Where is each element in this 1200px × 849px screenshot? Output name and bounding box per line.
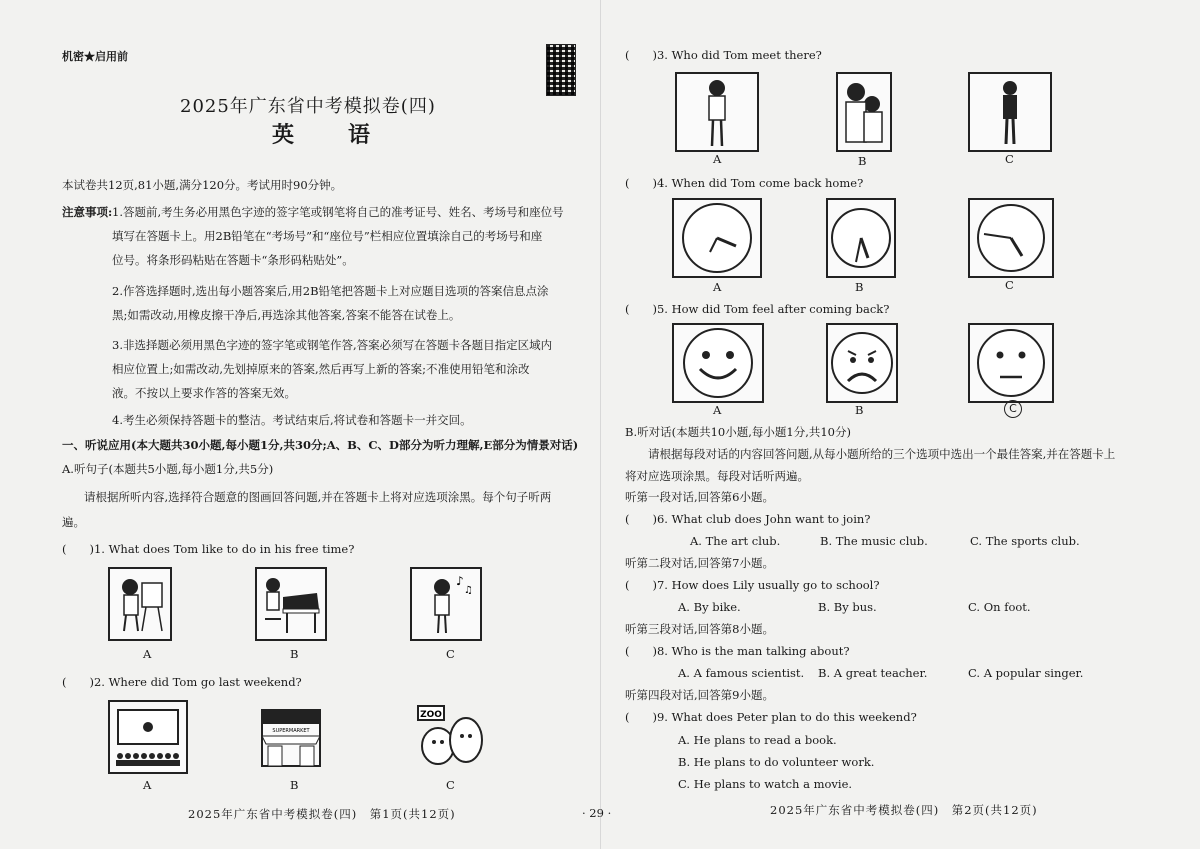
q7-option-b: B. By bus.: [818, 600, 877, 614]
part-a-instruction-2: 遍。: [62, 515, 85, 529]
dialogue-2-label: 听第二段对话,回答第7小题。: [625, 556, 774, 570]
q4-option-b-label: B: [855, 280, 864, 294]
question-2: ( )2. Where did Tom go last weekend?: [62, 675, 302, 689]
q1-option-b-label: B: [290, 647, 299, 661]
question-6: ( )6. What club does John want to join?: [625, 512, 871, 526]
dialogue-4-label: 听第四段对话,回答第9小题。: [625, 688, 774, 702]
piano-icon: [257, 569, 325, 639]
zoo-sign: ZOO: [420, 710, 442, 720]
q1-picture-c-singing: [410, 567, 482, 641]
notes-heading: 注意事项:: [62, 205, 113, 219]
q4-picture-b-clock: [826, 198, 896, 278]
page-divider: [600, 0, 601, 849]
neutral-face-icon: [970, 325, 1052, 401]
note-4: 4.考生必须保持答题卡的整洁。考试结束后,将试卷和答题卡一并交回。: [112, 413, 472, 427]
dialogue-1-label: 听第一段对话,回答第6小题。: [625, 490, 774, 504]
part-b-instruction-2: 将对应选项涂黑。每段对话听两遍。: [625, 469, 809, 483]
q5-circled-answer: C: [1004, 400, 1022, 418]
cinema-icon: [110, 702, 186, 772]
q2-picture-c-zoo: [412, 700, 488, 770]
q3-option-b-label: B: [858, 154, 867, 168]
q3-option-c-label: C: [1005, 152, 1014, 166]
q7-option-c: C. On foot.: [968, 600, 1031, 614]
part-a-instruction-1: 请根据所听内容,选择符合题意的图画回答问题,并在答题卡上将对应选项涂黑。每个句子听两: [84, 490, 552, 504]
q5-option-a-label: A: [713, 403, 722, 417]
svg-text:♪: ♪: [456, 574, 464, 588]
page-number: · 29 ·: [582, 806, 612, 820]
question-9: ( )9. What does Peter plan to do this weekend?: [625, 710, 917, 724]
right-page-footer: 2025年广东省中考模拟卷(四) 第2页(共12页): [770, 803, 1038, 817]
clock-icon: [828, 200, 894, 276]
q6-option-a: A. The art club.: [690, 534, 781, 548]
clock-icon: [674, 200, 760, 276]
note-3-line-2: 相应位置上;如需改动,先划掉原来的答案,然后再写上新的答案;不准使用铅笔和涂改: [112, 362, 530, 376]
painting-boy-icon: [110, 569, 170, 639]
q6-option-b: B. The music club.: [820, 534, 928, 548]
girl-icon: [677, 74, 757, 150]
note-3-line-1: 3.非选择题必须用黑色字迹的签字笔或钢笔作答,答案必须写在答题卡各题目指定区域内: [112, 338, 553, 352]
q2-picture-a-cinema: [108, 700, 188, 774]
q8-option-b: B. A great teacher.: [818, 666, 928, 680]
question-7: ( )7. How does Lily usually go to school?: [625, 578, 880, 592]
q1-picture-b-piano: [255, 567, 327, 641]
q5-option-b-label: B: [855, 403, 864, 417]
part-b-heading: B.听对话(本题共10小题,每小题1分,共10分): [625, 425, 851, 439]
zoo-icon: [412, 700, 488, 770]
svg-text:♫: ♫: [464, 585, 473, 596]
q8-option-c: C. A popular singer.: [968, 666, 1084, 680]
q3-option-a-label: A: [713, 152, 722, 166]
q9-option-a: A. He plans to read a book.: [678, 733, 837, 747]
part-a-heading: A.听句子(本题共5小题,每小题1分,共5分): [62, 462, 274, 476]
note-2-line-2: 黑;如需改动,用橡皮擦干净后,再选涂其他答案,答案不能答在试卷上。: [112, 308, 461, 322]
q2-option-b-label: B: [290, 778, 299, 792]
q5-picture-c-neutral: [968, 323, 1054, 403]
q3-picture-b-couple: [836, 72, 892, 152]
left-page-footer: 2025年广东省中考模拟卷(四) 第1页(共12页): [188, 807, 456, 821]
happy-face-icon: [674, 325, 762, 401]
supermarket-icon: [258, 700, 324, 770]
singing-boy-icon: [412, 569, 480, 639]
q5-picture-b-sad: [826, 323, 898, 403]
note-2-line-1: 2.作答选择题时,选出每小题答案后,用2B铅笔把答题卡上对应题目选项的答案信息点涂: [112, 284, 549, 298]
q1-option-c-label: C: [446, 647, 455, 661]
q3-picture-a-girl: [675, 72, 759, 152]
part-b-instruction-1: 请根据每段对话的内容回答问题,从每小题所给的三个选项中选出一个最佳答案,并在答题卡上: [648, 447, 1116, 461]
sad-face-icon: [828, 325, 896, 401]
question-4: ( )4. When did Tom come back home?: [625, 176, 864, 190]
q4-picture-a-clock: [672, 198, 762, 278]
q4-picture-c-clock: [968, 198, 1054, 278]
clock-icon: [970, 200, 1052, 276]
question-5: ( )5. How did Tom feel after coming back?: [625, 302, 890, 316]
note-1-line-1: 1.答题前,考生务必用黑色字迹的签字笔或钢笔将自己的准考证号、姓名、考场号和座位号: [112, 205, 564, 219]
q1-picture-a-painting: [108, 567, 172, 641]
couple-icon: [838, 74, 890, 150]
q9-option-b: B. He plans to do volunteer work.: [678, 755, 875, 769]
supermarket-sign: SUPERMARKET: [272, 728, 310, 734]
q5-picture-a-happy: [672, 323, 764, 403]
question-1: ( )1. What does Tom like to do in his free time?: [62, 542, 355, 556]
q8-option-a: A. A famous scientist.: [678, 666, 805, 680]
qr-code-icon: [546, 44, 576, 96]
boy-icon: [970, 74, 1050, 150]
q2-option-a-label: A: [143, 778, 152, 792]
section-1-heading: 一、听说应用(本大题共30小题,每小题1分,共30分;A、B、C、D部分为听力理解,E部分为情景对话): [62, 438, 579, 452]
question-8: ( )8. Who is the man talking about?: [625, 644, 850, 658]
subject-title: 英 语: [272, 122, 387, 148]
q1-option-a-label: A: [143, 647, 152, 661]
secret-mark: 机密★启用前: [62, 50, 128, 63]
dialogue-3-label: 听第三段对话,回答第8小题。: [625, 622, 774, 636]
q4-option-a-label: A: [713, 280, 722, 294]
q2-picture-b-supermarket: [258, 700, 324, 770]
q7-option-a: A. By bike.: [678, 600, 741, 614]
q6-option-c: C. The sports club.: [970, 534, 1080, 548]
q2-option-c-label: C: [446, 778, 455, 792]
note-1-line-2: 填写在答题卡上。用2B铅笔在“考场号”和“座位号”栏相应位置填涂自己的考场号和座: [112, 229, 543, 243]
exam-title: 2025年广东省中考模拟卷(四): [180, 96, 436, 117]
q4-option-c-label: C: [1005, 278, 1014, 292]
note-3-line-3: 液。不按以上要求作答的答案无效。: [112, 386, 296, 400]
question-3: ( )3. Who did Tom meet there?: [625, 48, 822, 62]
intro-text: 本试卷共12页,81小题,满分120分。考试用时90分钟。: [62, 178, 343, 192]
q9-option-c: C. He plans to watch a movie.: [678, 777, 853, 791]
q3-picture-c-boy: [968, 72, 1052, 152]
note-1-line-3: 位号。将条形码粘贴在答题卡“条形码粘贴处”。: [112, 253, 354, 267]
